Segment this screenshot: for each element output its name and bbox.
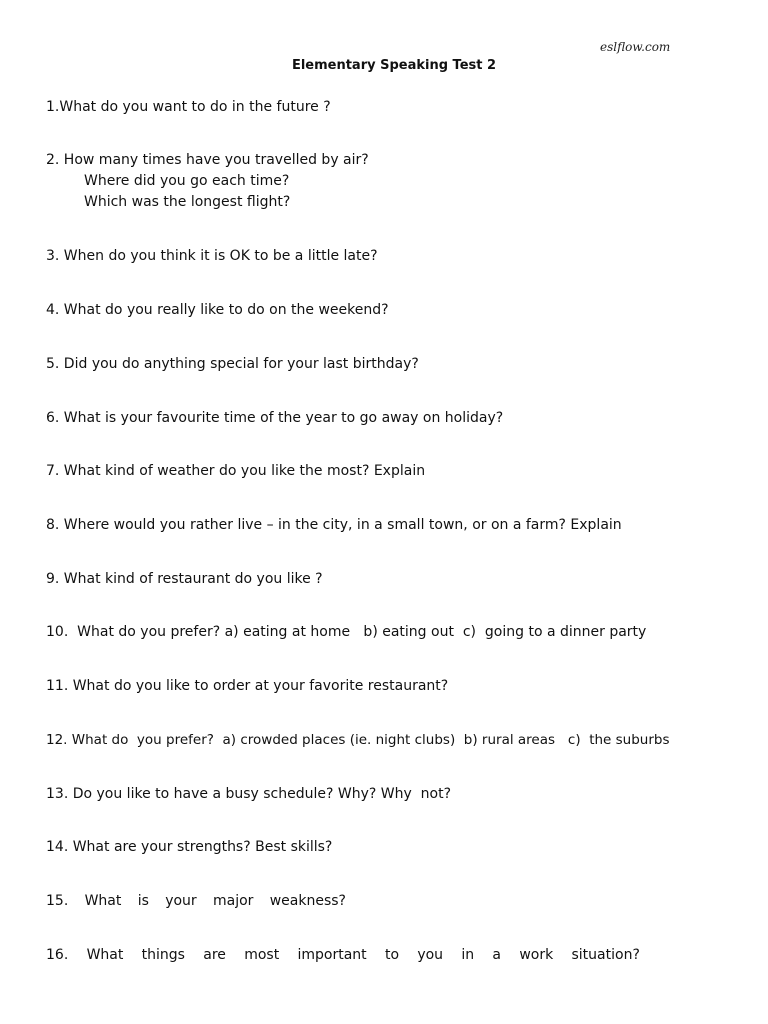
question-14: 14. What are your strengths? Best skills?: [46, 839, 333, 855]
question-2-sub-2: Which was the longest flight?: [84, 194, 291, 210]
question-10: 10. What do you prefer? a) eating at home b) eating out c) going to a dinner party: [46, 624, 647, 640]
question-16-word: What: [86, 947, 124, 963]
question-7: 7. What kind of weather do you like the most? Explain: [46, 463, 426, 479]
question-15-word: What: [84, 893, 122, 909]
question-5: 5. Did you do anything special for your last birthday?: [46, 356, 419, 372]
question-16-word: work: [519, 947, 554, 963]
question-12: 12. What do you prefer? a) crowded places (ie. night clubs) b) rural areas c) the suburbs: [46, 732, 670, 748]
question-8: 8. Where would you rather live – in the city, in a small town, or on a farm? Explain: [46, 517, 622, 533]
question-15-word: is: [137, 893, 149, 909]
question-16: [46, 945, 640, 966]
question-6: 6. What is your favourite time of the year to go away on holiday?: [46, 410, 504, 426]
question-16-word: a: [492, 947, 502, 963]
page-title: Elementary Speaking Test 2: [291, 58, 497, 73]
question-15: [46, 891, 346, 912]
question-13: 13. Do you like to have a busy schedule? Why? Why not?: [46, 786, 452, 802]
question-3: 3. When do you think it is OK to be a little late?: [46, 248, 378, 264]
question-16-word: 16.: [46, 947, 69, 963]
question-16-word: situation?: [571, 947, 640, 963]
question-16-word: things: [141, 947, 185, 963]
question-2-sub-1: Where did you go each time?: [84, 173, 290, 189]
question-15-word: your: [165, 893, 197, 909]
question-15-word: major: [212, 893, 254, 909]
source-watermark: eslflow.com: [600, 40, 671, 54]
question-15-word: 15.: [46, 893, 69, 909]
question-15-word: weakness?: [269, 893, 346, 909]
question-1: 1.What do you want to do in the future ?: [46, 99, 331, 115]
question-16-word: most: [244, 947, 280, 963]
question-2-text: 2. How many times have you travelled by air?: [46, 152, 369, 168]
question-16-word: you: [417, 947, 444, 963]
question-16-word: are: [203, 947, 226, 963]
question-9: 9. What kind of restaurant do you like ?: [46, 571, 323, 587]
question-2: [46, 150, 369, 213]
question-16-word: in: [461, 947, 475, 963]
question-4: 4. What do you really like to do on the weekend?: [46, 302, 389, 318]
question-16-word: important: [297, 947, 367, 963]
question-16-word: to: [384, 947, 400, 963]
question-11: 11. What do you like to order at your favorite restaurant?: [46, 678, 449, 694]
